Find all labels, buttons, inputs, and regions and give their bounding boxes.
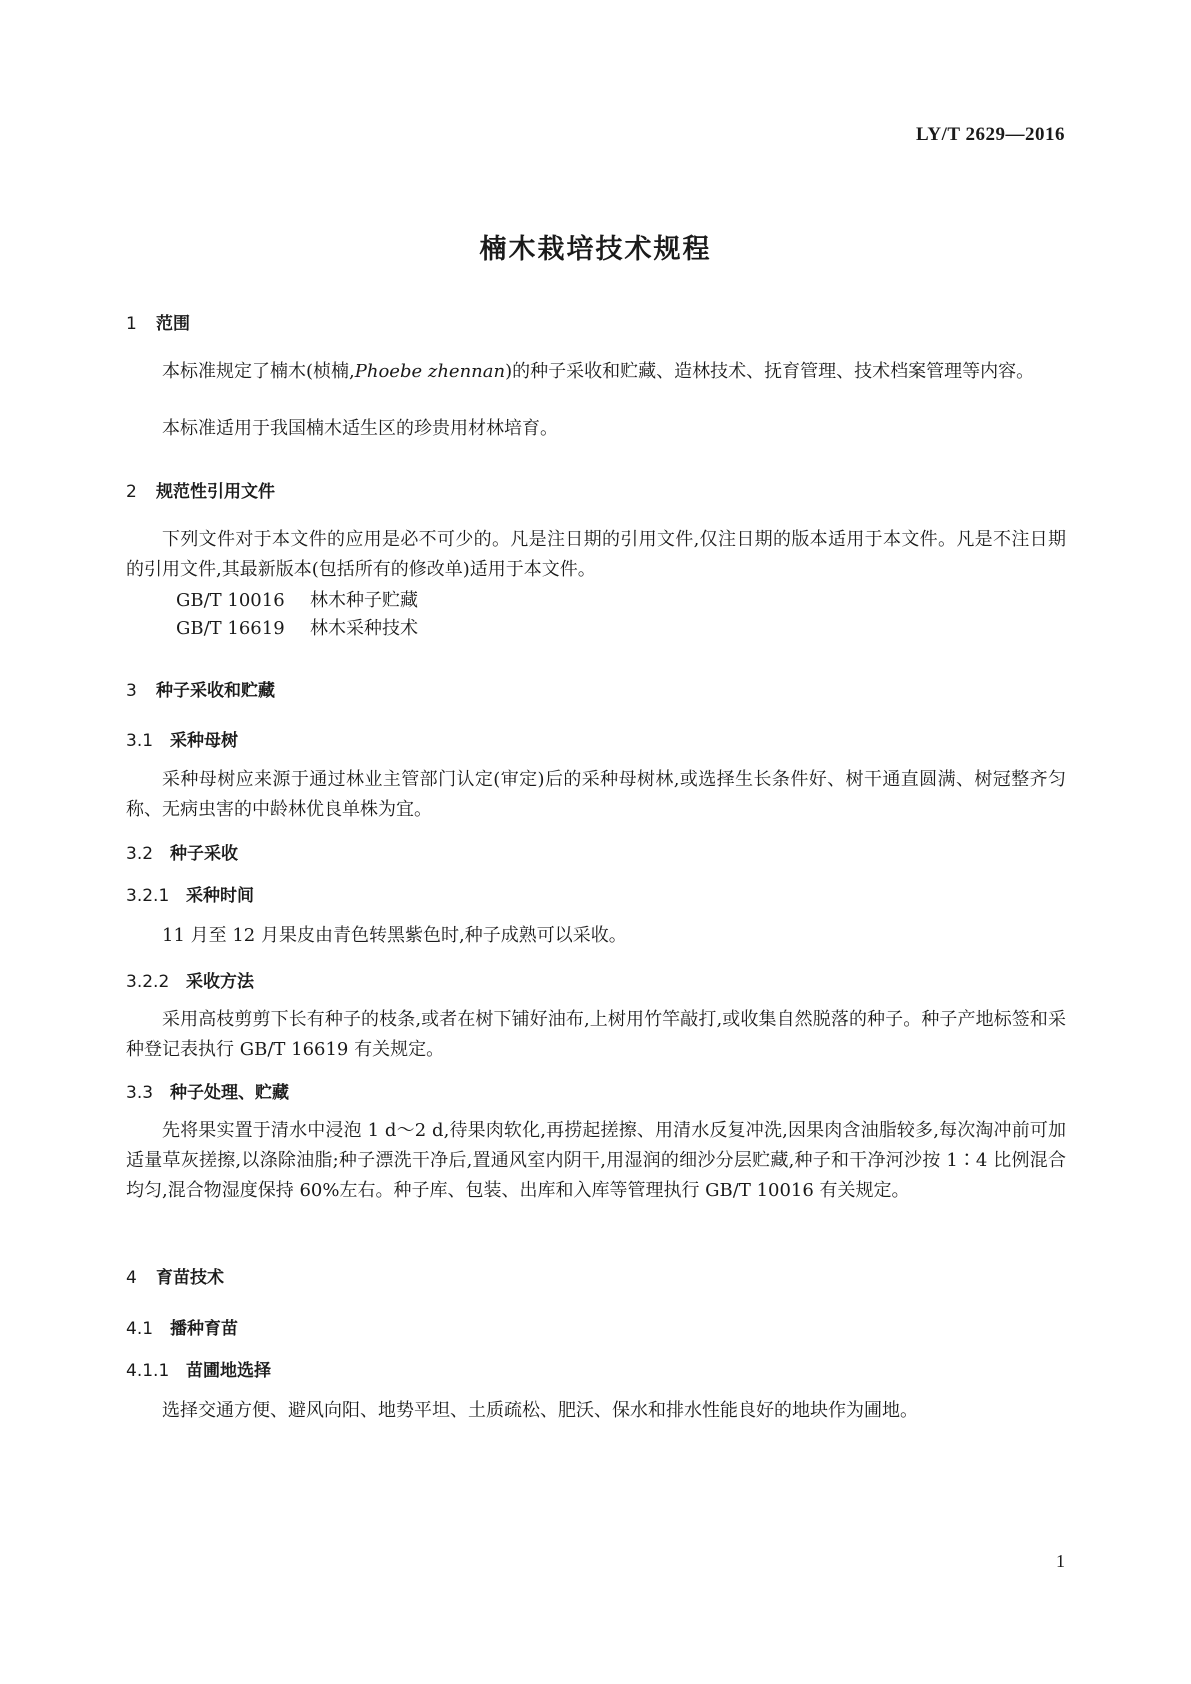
reference-name: 林木种子贮藏 [310,590,418,611]
section-3-1-heading [126,726,238,751]
scope-paragraph-2: 本标准适用于我国楠木适生区的珍贵用材林培育。 [162,418,558,439]
reference-code: GB/T 16619 [176,618,285,639]
section-title: 规范性引用文件 [156,482,275,502]
section-title: 采收方法 [186,972,254,992]
reference-item [176,614,418,640]
text-span: )的种子采收和贮藏、造林技术、抚育管理、技术档案管理等内容。 [505,361,1035,382]
section-number: 3.2.2 [126,972,170,992]
section-3-2-heading [126,839,238,864]
section-title: 种子处理、贮藏 [170,1083,289,1103]
reference-item [176,586,418,612]
section-3-3-heading [126,1078,289,1103]
section-title: 育苗技术 [156,1268,224,1288]
section-number: 4.1.1 [126,1361,170,1381]
section-1-heading [126,309,190,334]
section-title: 种子采收 [170,844,238,864]
section-4-1-1-heading [126,1356,271,1381]
section-title: 范围 [156,314,190,334]
scope-paragraph-1 [126,357,1066,387]
references-intro-paragraph: 下列文件对于本文件的应用是必不可少的。凡是注日期的引用文件,仅注日期的版本适用于本文件。凡是不注日期的引用文件,其最新版本(包括所有的修改单)适用于本文件。 [126,529,1066,580]
reference-name: 林木采种技术 [310,618,418,639]
section-4-1-heading [126,1314,238,1339]
seed-processing-paragraph: 先将果实置于清水中浸泡 1 d～2 d,待果肉软化,再捞起搓擦、用清水反复冲洗,因果肉含油脂较多,每次淘冲前可加适量草灰搓擦,以涤除油脂;种子漂洗干净后,置通风室内阴干,用湿润的细沙分层贮藏,种子和干净河沙按 1∶4 比例混合均匀,混合物湿度保持 60%左右。种子库、包装、出库和入库等管理执行 GB/T 10016 有关规定。 [126,1120,1066,1201]
section-number: 2 [126,482,137,502]
section-3-2-2-heading [126,967,254,992]
section-number: 3.2 [126,844,154,864]
collection-method-paragraph: 采用高枝剪剪下长有种子的枝条,或者在树下铺好油布,上树用竹竿敲打,或收集自然脱落的种子。种子产地标签和采种登记表执行 GB/T 16619 有关规定。 [126,1009,1066,1060]
section-number: 3.2.1 [126,886,170,906]
latin-name: Phoebe zhennan [354,361,506,382]
page-number: 1 [1056,1551,1065,1571]
section-title: 苗圃地选择 [186,1361,271,1381]
collection-time-paragraph: 11 月至 12 月果皮由青色转黑紫色时,种子成熟可以采收。 [162,925,627,946]
section-number: 3.1 [126,731,154,751]
section-3-heading [126,676,275,701]
section-number: 3 [126,681,137,701]
section-4-heading [126,1263,224,1288]
section-title: 种子采收和贮藏 [156,681,275,701]
section-title: 采种时间 [186,886,254,906]
reference-code: GB/T 10016 [176,590,285,611]
seed-tree-paragraph: 采种母树应来源于通过林业主管部门认定(审定)后的采种母树林,或选择生长条件好、树干通直圆满、树冠整齐匀称、无病虫害的中龄林优良单株为宜。 [126,769,1066,820]
document-title: 楠木栽培技术规程 [479,234,712,265]
section-3-2-1-heading [126,881,254,906]
standard-code: LY/T 2629—2016 [915,124,1065,145]
section-2-heading [126,477,275,502]
section-number: 3.3 [126,1083,154,1103]
section-number: 4 [126,1268,137,1288]
nursery-site-paragraph: 选择交通方便、避风向阳、地势平坦、土质疏松、肥沃、保水和排水性能良好的地块作为圃地。 [162,1400,918,1421]
section-title: 采种母树 [170,731,238,751]
section-number: 1 [126,314,137,334]
section-title: 播种育苗 [170,1319,238,1339]
text-span: 本标准规定了楠木(桢楠, [162,361,355,382]
section-number: 4.1 [126,1319,154,1339]
